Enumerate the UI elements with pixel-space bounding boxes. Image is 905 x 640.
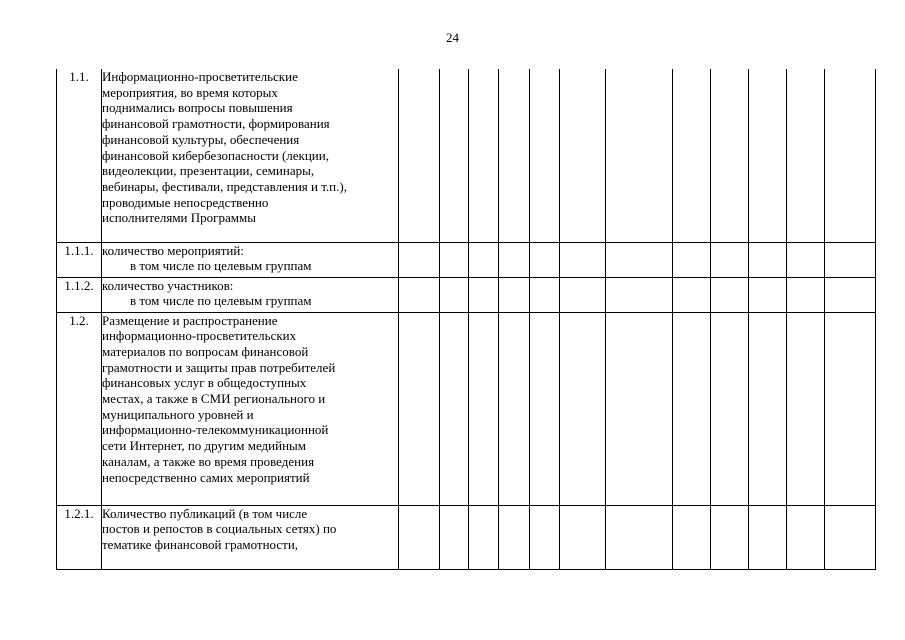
row-description	[102, 312, 399, 505]
description-line: проводимые непосредственно	[102, 194, 269, 210]
empty-cell	[711, 277, 749, 312]
description-line: мероприятия, во время которых	[102, 84, 278, 100]
page-number: 24	[446, 30, 459, 45]
description-line: материалов по вопросам финансовой	[102, 343, 309, 359]
description-line: непосредственно самих мероприятий	[102, 469, 310, 485]
row-description	[102, 277, 399, 312]
empty-cell	[749, 505, 787, 569]
table-row	[57, 505, 876, 569]
description-line: видеолекции, презентации, семинары,	[102, 163, 315, 179]
description-line: количество участников:	[102, 277, 234, 293]
empty-cell	[530, 312, 560, 505]
empty-cell	[399, 69, 440, 242]
empty-cell	[399, 242, 440, 277]
empty-cell	[606, 505, 673, 569]
empty-cell	[749, 242, 787, 277]
empty-cell	[440, 277, 469, 312]
empty-cell	[560, 312, 606, 505]
empty-cell	[606, 242, 673, 277]
empty-cell	[711, 505, 749, 569]
empty-cell	[560, 277, 606, 312]
description-line: количество мероприятий:	[102, 242, 244, 258]
empty-cell	[499, 505, 530, 569]
description-line: в том числе по целевым группам	[130, 293, 312, 309]
empty-cell	[787, 312, 825, 505]
description-line: каналам, а также во время проведения	[102, 453, 315, 469]
empty-cell	[749, 277, 787, 312]
empty-cell	[399, 312, 440, 505]
empty-cell	[469, 277, 499, 312]
empty-cell	[499, 242, 530, 277]
description-line: муниципального уровней и	[102, 406, 254, 422]
empty-cell	[825, 242, 876, 277]
empty-cell	[499, 312, 530, 505]
empty-cell	[399, 505, 440, 569]
empty-cell	[560, 69, 606, 242]
empty-cell	[673, 277, 711, 312]
description-line: Размещение и распространение	[102, 312, 278, 328]
description-line: Количество публикаций (в том числе	[102, 505, 308, 521]
description-line: информационно-телекоммуникационной	[102, 422, 329, 438]
empty-cell	[825, 69, 876, 242]
empty-cell	[440, 505, 469, 569]
table-row	[57, 69, 876, 242]
empty-cell	[560, 505, 606, 569]
empty-cell	[530, 505, 560, 569]
empty-cell	[560, 242, 606, 277]
empty-cell	[606, 69, 673, 242]
empty-cell	[469, 505, 499, 569]
empty-cell	[711, 69, 749, 242]
empty-cell	[606, 312, 673, 505]
row-description	[102, 242, 399, 277]
description-line: финансовых услуг в общедоступных	[102, 375, 307, 391]
description-line: информационно-просветительских	[102, 328, 297, 344]
description-line: в том числе по целевым группам	[130, 258, 312, 274]
empty-cell	[530, 242, 560, 277]
row-description	[102, 69, 399, 242]
description-line: вебинары, фестивали, представления и т.п.),	[102, 178, 347, 194]
empty-cell	[499, 277, 530, 312]
row-number: 1.1.2.	[57, 277, 102, 312]
description-line: финансовой культуры, обеспечения	[102, 131, 300, 147]
description-line: тематике финансовой грамотности,	[102, 536, 299, 552]
report-table	[56, 69, 876, 570]
empty-cell	[530, 277, 560, 312]
table-row	[57, 312, 876, 505]
empty-cell	[825, 505, 876, 569]
empty-cell	[440, 312, 469, 505]
empty-cell	[440, 69, 469, 242]
empty-cell	[673, 312, 711, 505]
table-row	[57, 242, 876, 277]
empty-cell	[711, 312, 749, 505]
empty-cell	[469, 242, 499, 277]
empty-cell	[825, 312, 876, 505]
description-line: поднимались вопросы повышения	[102, 100, 293, 116]
empty-cell	[825, 277, 876, 312]
empty-cell	[711, 242, 749, 277]
empty-cell	[469, 312, 499, 505]
empty-cell	[673, 69, 711, 242]
description-line: сети Интернет, по другим медийным	[102, 438, 307, 454]
empty-cell	[673, 505, 711, 569]
empty-cell	[499, 69, 530, 242]
description-line: местах, а также в СМИ регионального и	[102, 391, 326, 407]
empty-cell	[530, 69, 560, 242]
row-number: 1.1.	[57, 69, 102, 242]
empty-cell	[787, 277, 825, 312]
empty-cell	[469, 69, 499, 242]
description-line: грамотности и защиты прав потребителей	[102, 359, 336, 375]
empty-cell	[787, 242, 825, 277]
description-line: финансовой кибербезопасности (лекции,	[102, 147, 329, 163]
empty-cell	[606, 277, 673, 312]
empty-cell	[749, 69, 787, 242]
empty-cell	[749, 312, 787, 505]
empty-cell	[673, 242, 711, 277]
table-row	[57, 277, 876, 312]
description-line: исполнителями Программы	[102, 210, 256, 226]
empty-cell	[399, 277, 440, 312]
empty-cell	[787, 505, 825, 569]
empty-cell	[787, 69, 825, 242]
row-number: 1.1.1.	[57, 242, 102, 277]
row-description	[102, 505, 399, 569]
description-line: финансовой грамотности, формирования	[102, 116, 330, 132]
row-number: 1.2.	[57, 312, 102, 505]
row-number: 1.2.1.	[57, 505, 102, 569]
empty-cell	[440, 242, 469, 277]
description-line: постов и репостов в социальных сетях) по	[102, 521, 337, 537]
description-line: Информационно-просветительские	[102, 69, 298, 84]
